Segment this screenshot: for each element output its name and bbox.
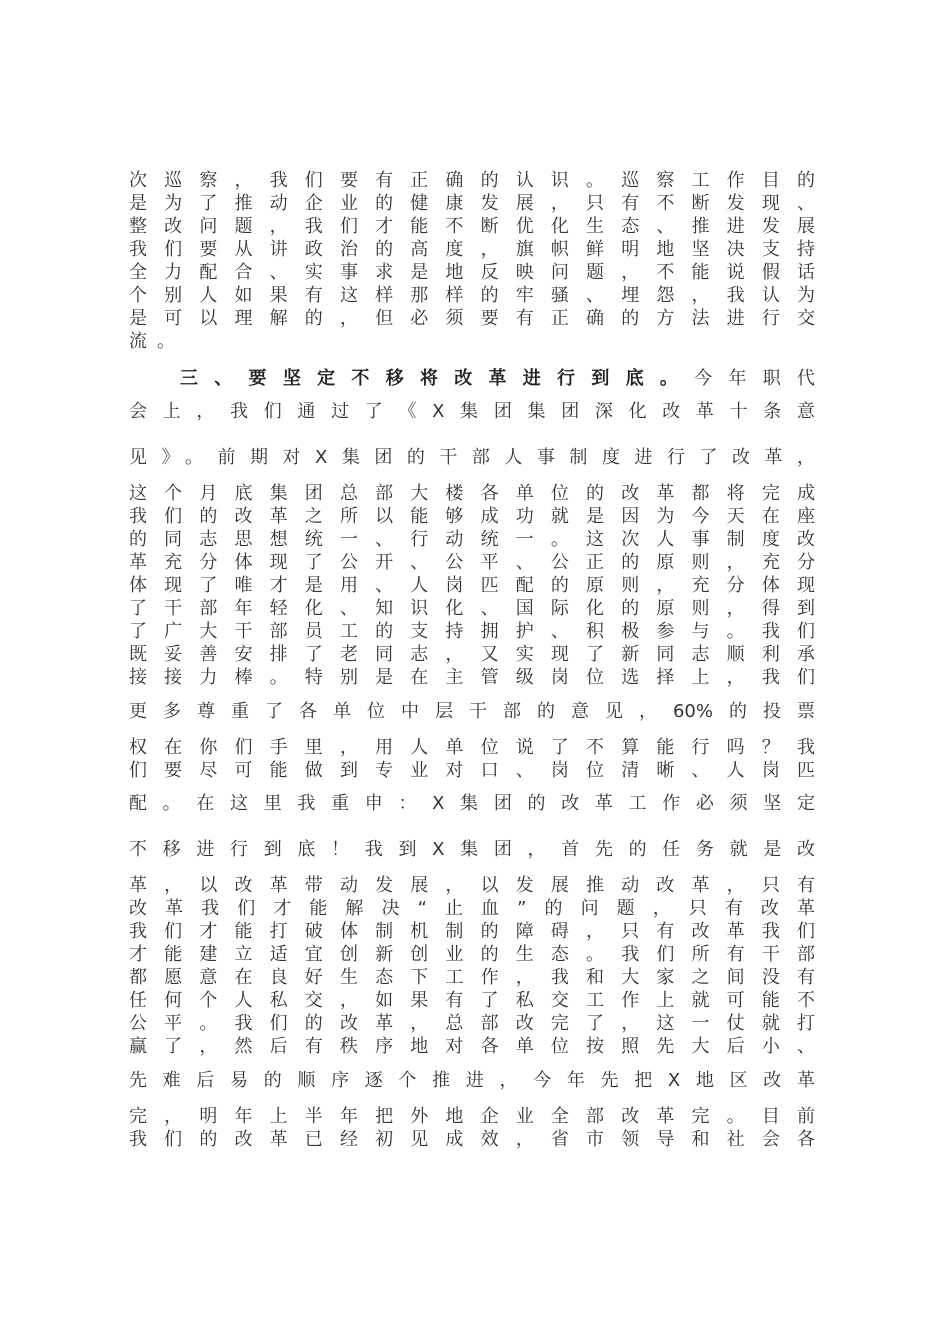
text-line: 了干部年轻化、知识化、国际化的原则，得到 [129,598,815,619]
text-line: 我们才能打破体制机制的障碍，只有改革我们 [129,921,815,942]
text-line: 革充分体现了公开、公平、公正的原则，充分 [129,552,815,573]
text-line: 是可以理解的，但必须要有正确的方法进行交 [129,308,815,329]
text-line: 个别人如果有这样那样的牢骚、埋怨，我认为 [129,285,815,306]
text-line: 我们的改革之所以能够成功就是因为今天在座 [129,506,815,527]
text-line: 的同志思想统一、行动统一。这次人事制度改 [129,529,815,550]
text-line: 不移进行到底！我到X集团，首先的任务就是改 [129,839,815,860]
text-line: 改革我们才能解决“止血”的问题，只有改革 [129,898,815,919]
text-line: 了广大干部员工的支持拥护、积极参与。我们 [129,621,815,642]
heading-title: 三、要坚定不移将改革进行到底。 [180,368,695,389]
text-line: 赢了，然后有秩序地对各单位按照先大后小、 [129,1036,815,1057]
text-line: 这个月底集团总部大楼各单位的改革都将完成 [129,483,815,504]
text-line: 次巡察，我们要有正确的认识。巡察工作目的 [129,170,815,191]
text-line: 全力配合、实事求是地反映问题，不能说假话 [129,262,815,283]
text-line: 们要尽可能做到专业对口、岗位清晰、人岗匹 [129,760,815,781]
text-line: 才能建立适宜创新创业的生态。我们所有干部 [129,944,815,965]
text-line: 我们要从讲政治的高度，旗帜鲜明地坚决支持 [129,239,815,260]
text-line: 接接力棒。特别是在主管级岗位选择上，我们 [129,667,815,688]
text-line: 既妥善安排了老同志，又实现了新同志顺利承 [129,644,815,665]
text-line: 会上，我们通过了《X集团集团深化改革十条意 [129,401,815,422]
text-line: 我们的改革已经初见成效，省市领导和社会各 [129,1129,815,1150]
text-line: 都愿意在良好生态下工作，我和大家之间没有 [129,967,815,988]
text-line: 见》。前期对X集团的干部人事制度进行了改革， [129,447,815,468]
text-line: 流。 [129,331,185,352]
text-line: 革，以改革带动发展，以发展推动改革，只有 [129,875,815,896]
text-line: 任何个人私交，如果有了私交工作上就可能不 [129,990,815,1011]
text-line: 先难后易的顺序逐个推进，今年先把X地区改革 [129,1070,815,1091]
heading-continuation: 今年职代 [694,368,816,389]
text-line: 完，明年上半年把外地企业全部改革完。目前 [129,1106,815,1127]
text-line: 公平。我们的改革，总部改完了，这一仗就打 [129,1013,815,1034]
text-line: 体现了唯才是用、人岗匹配的原则，充分体现 [129,575,815,596]
section-heading [180,367,815,391]
text-line: 整改问题，我们才能不断优化生态、推进发展 [129,216,815,237]
text-line: 配。在这里我重申：X集团的改革工作必须坚定 [129,793,815,814]
text-line: 更多尊重了各单位中层干部的意见，60%的投票 [129,701,815,722]
text-line: 权在你们手里，用人单位说了不算能行吗？我 [129,737,815,758]
text-line: 是为了推动企业的健康发展，只有不断发现、 [129,193,815,214]
